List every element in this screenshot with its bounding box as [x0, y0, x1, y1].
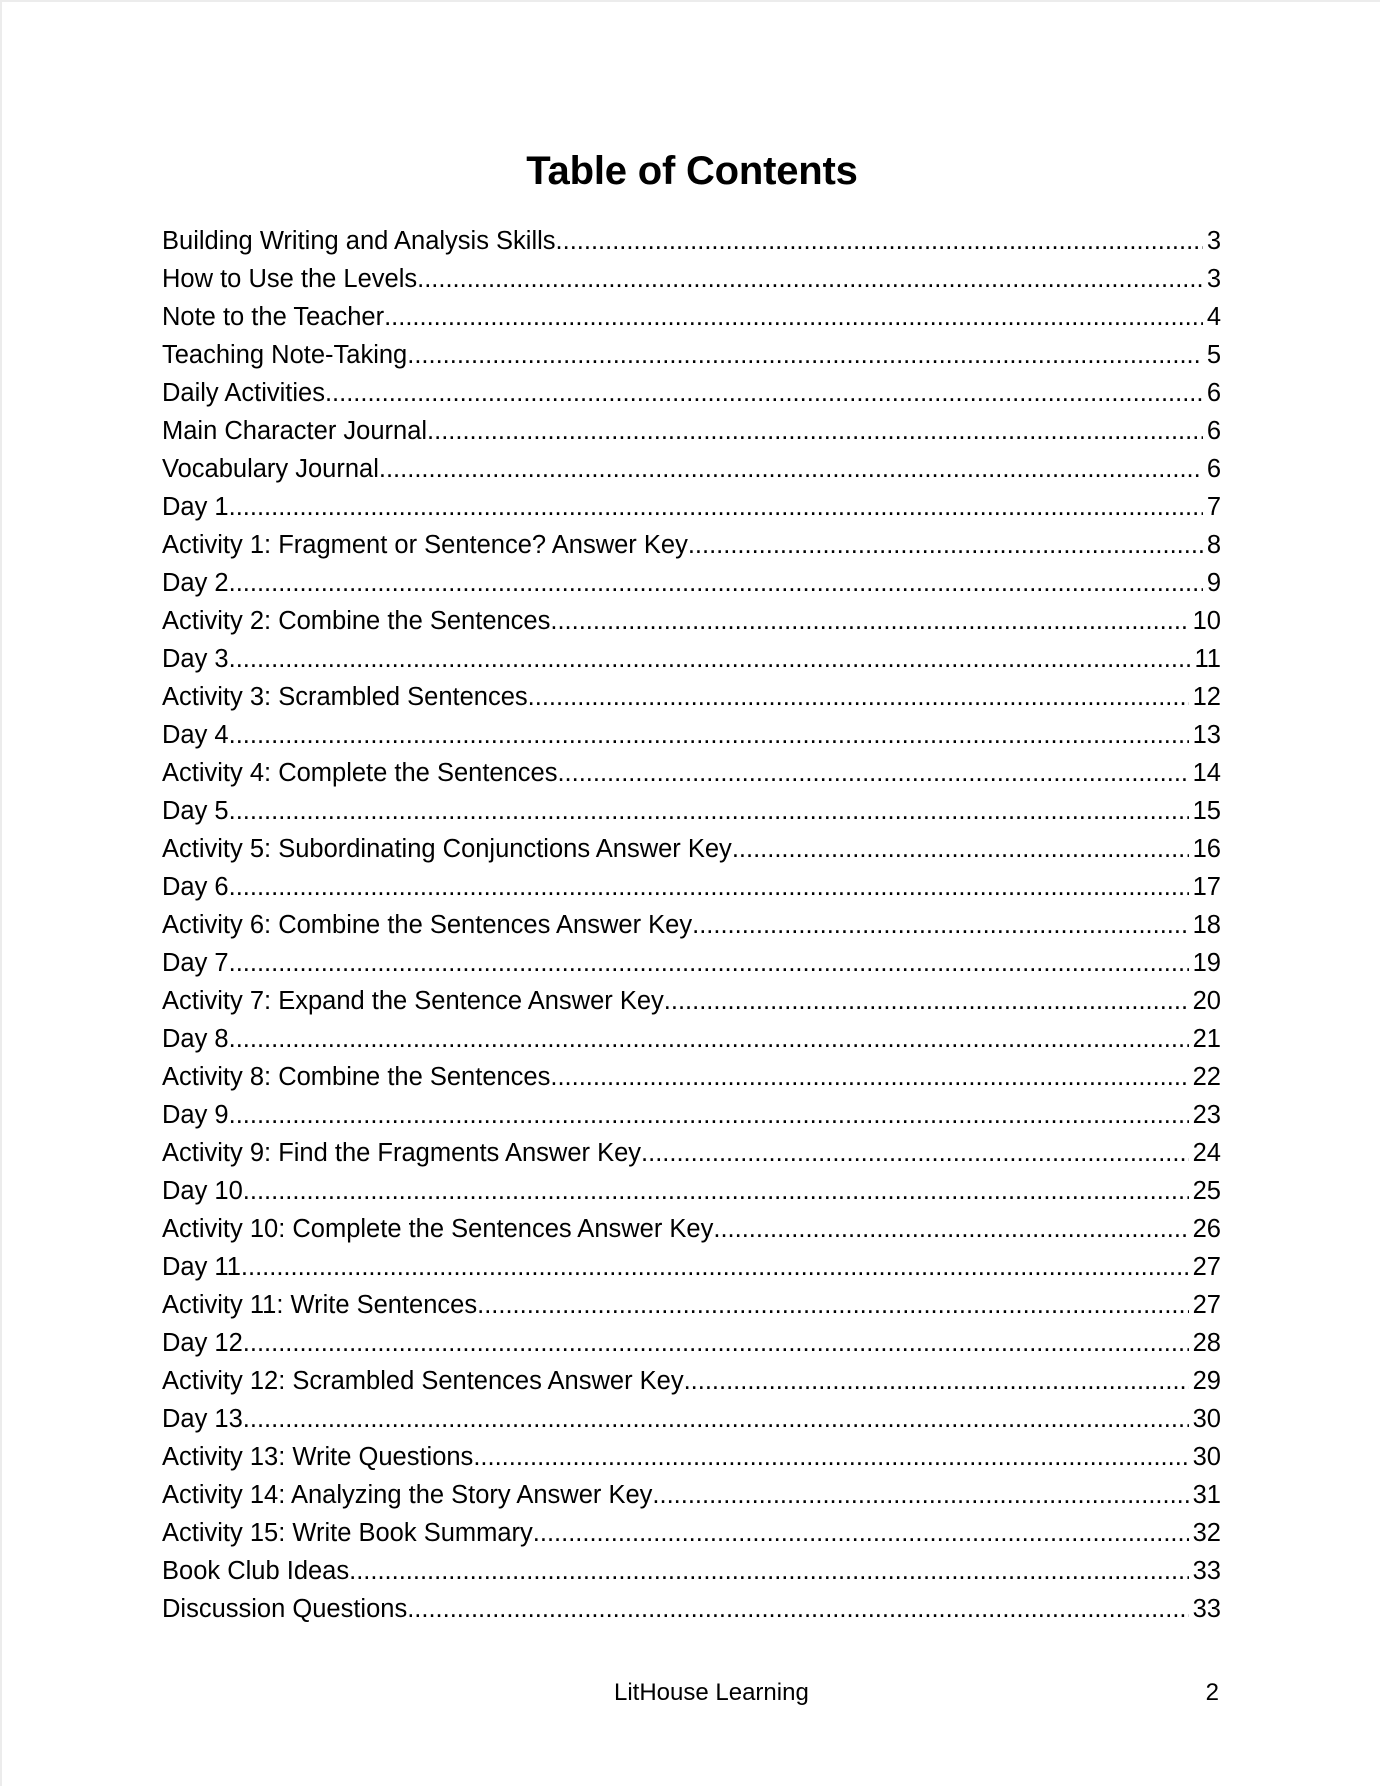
toc-entry-label: Activity 6: Combine the Sentences Answer Key	[162, 911, 693, 939]
toc-dot-leader	[229, 872, 1189, 902]
toc-entry[interactable]	[162, 454, 1221, 492]
toc-dot-leader	[243, 1328, 1189, 1358]
toc-dot-leader	[229, 720, 1189, 750]
toc-entry[interactable]	[162, 1404, 1221, 1442]
toc-dot-leader	[229, 568, 1203, 598]
toc-entry-label: Teaching Note-Taking	[162, 341, 408, 369]
toc-dot-leader	[243, 1404, 1189, 1434]
toc-entry-label: Day 7	[162, 949, 229, 977]
toc-entry[interactable]	[162, 1366, 1221, 1404]
toc-dot-leader	[688, 530, 1203, 560]
toc-entry-label: Building Writing and Analysis Skills	[162, 227, 556, 255]
toc-dot-leader	[229, 948, 1189, 978]
toc-entry-label: Activity 3: Scrambled Sentences	[162, 683, 528, 711]
toc-entry[interactable]	[162, 1138, 1221, 1176]
toc-entry-label: Day 13	[162, 1405, 243, 1433]
toc-dot-leader	[384, 302, 1203, 332]
toc-dot-leader	[713, 1214, 1188, 1244]
toc-entry-label: Activity 10: Complete the Sentences Answer Key	[162, 1215, 714, 1243]
toc-entry[interactable]	[162, 264, 1221, 302]
toc-entry[interactable]	[162, 948, 1221, 986]
toc-dot-leader	[407, 340, 1203, 370]
footer-publisher: LitHouse Learning	[614, 1679, 809, 1706]
toc-entry[interactable]	[162, 682, 1221, 720]
toc-entry-page-number: 6	[1206, 455, 1221, 483]
toc-entry-label: How to Use the Levels	[162, 265, 418, 293]
toc-entry-page-number: 11	[1194, 645, 1221, 673]
toc-dot-leader	[379, 454, 1203, 484]
toc-entry-label: Note to the Teacher	[162, 303, 385, 331]
toc-entry-label: Activity 5: Subordinating Conjunctions Answer Key	[162, 835, 732, 863]
toc-entry[interactable]	[162, 1480, 1221, 1518]
toc-dot-leader	[732, 834, 1189, 864]
toc-entry-page-number: 24	[1192, 1139, 1221, 1167]
toc-entry-page-number: 5	[1206, 341, 1221, 369]
toc-entry[interactable]	[162, 1100, 1221, 1138]
toc-entry-label: Day 3	[162, 645, 229, 673]
toc-entry-page-number: 14	[1192, 759, 1221, 787]
toc-dot-leader	[349, 1556, 1189, 1586]
toc-entry-page-number: 32	[1192, 1519, 1221, 1547]
toc-entry-page-number: 22	[1192, 1063, 1221, 1091]
toc-entry-label: Day 5	[162, 797, 229, 825]
toc-entry-label: Day 4	[162, 721, 229, 749]
toc-entry-label: Activity 2: Combine the Sentences	[162, 607, 551, 635]
toc-entry[interactable]	[162, 1328, 1221, 1366]
toc-entry-page-number: 27	[1192, 1291, 1221, 1319]
toc-dot-leader	[229, 796, 1189, 826]
toc-entry[interactable]	[162, 834, 1221, 872]
toc-entry-page-number: 16	[1192, 835, 1221, 863]
toc-dot-leader	[550, 606, 1188, 636]
page-title: Table of Contents	[526, 148, 858, 193]
footer-page-number: 2	[1205, 1679, 1219, 1706]
toc-entry-label: Activity 4: Complete the Sentences	[162, 759, 558, 787]
toc-entry-page-number: 6	[1206, 417, 1221, 445]
toc-entry-label: Activity 12: Scrambled Sentences Answer Key	[162, 1367, 684, 1395]
toc-entry[interactable]	[162, 302, 1221, 340]
toc-dot-leader	[325, 378, 1203, 408]
toc-entry-label: Activity 9: Find the Fragments Answer Key	[162, 1139, 642, 1167]
toc-entry-page-number: 23	[1192, 1101, 1221, 1129]
toc-entry-label: Day 1	[162, 493, 229, 521]
toc-entry[interactable]	[162, 1556, 1221, 1594]
toc-entry[interactable]	[162, 1214, 1221, 1252]
toc-dot-leader	[473, 1442, 1188, 1472]
toc-dot-leader	[241, 1252, 1189, 1282]
toc-dot-leader	[229, 1024, 1189, 1054]
toc-entry-page-number: 3	[1206, 227, 1221, 255]
toc-entry-page-number: 31	[1192, 1481, 1221, 1509]
toc-entry-page-number: 33	[1192, 1595, 1221, 1623]
toc-dot-leader	[550, 1062, 1188, 1092]
toc-entry[interactable]	[162, 1518, 1221, 1556]
toc-entry[interactable]	[162, 340, 1221, 378]
toc-dot-leader	[556, 226, 1203, 256]
toc-entry-label: Activity 7: Expand the Sentence Answer Key	[162, 987, 664, 1015]
toc-entry[interactable]	[162, 644, 1221, 682]
toc-entry-label: Day 11	[162, 1253, 241, 1281]
toc-entry[interactable]	[162, 378, 1221, 416]
toc-dot-leader	[684, 1366, 1189, 1396]
toc-entry-page-number: 33	[1192, 1557, 1221, 1585]
toc-dot-leader	[229, 1100, 1189, 1130]
toc-entry-page-number: 26	[1192, 1215, 1221, 1243]
toc-entry-label: Vocabulary Journal	[162, 455, 379, 483]
toc-entry[interactable]	[162, 492, 1221, 530]
toc-entry-label: Day 10	[162, 1177, 243, 1205]
toc-entry-label: Book Club Ideas	[162, 1557, 350, 1585]
toc-entry-page-number: 13	[1192, 721, 1221, 749]
toc-entry-label: Day 6	[162, 873, 229, 901]
toc-dot-leader	[528, 682, 1189, 712]
toc-entry-label: Discussion Questions	[162, 1595, 408, 1623]
toc-entry-page-number: 10	[1192, 607, 1221, 635]
toc-dot-leader	[427, 416, 1203, 446]
toc-dot-leader	[229, 644, 1191, 674]
toc-entry-page-number: 25	[1192, 1177, 1221, 1205]
toc-entry[interactable]	[162, 720, 1221, 758]
toc-entry[interactable]	[162, 872, 1221, 910]
toc-entry[interactable]	[162, 1594, 1221, 1632]
toc-entry-label: Activity 8: Combine the Sentences	[162, 1063, 551, 1091]
toc-entry-page-number: 28	[1192, 1329, 1221, 1357]
toc-entry[interactable]	[162, 1442, 1221, 1480]
toc-dot-leader	[652, 1480, 1188, 1510]
toc-entry[interactable]	[162, 910, 1221, 948]
toc-entry-label: Activity 13: Write Questions	[162, 1443, 474, 1471]
toc-dot-leader	[407, 1594, 1188, 1624]
toc-entry[interactable]	[162, 1024, 1221, 1062]
toc-entry-label: Daily Activities	[162, 379, 325, 407]
toc-entry-page-number: 7	[1206, 493, 1221, 521]
toc-entry-page-number: 29	[1192, 1367, 1221, 1395]
toc-entry-label: Day 9	[162, 1101, 229, 1129]
toc-entry[interactable]	[162, 796, 1221, 834]
toc-dot-leader	[229, 492, 1203, 522]
toc-dot-leader	[533, 1518, 1189, 1548]
toc-entry-label: Activity 11: Write Sentences	[162, 1291, 478, 1319]
toc-entry[interactable]	[162, 226, 1221, 264]
toc-entry-page-number: 20	[1192, 987, 1221, 1015]
toc-entry-page-number: 8	[1206, 531, 1221, 559]
table-of-contents	[162, 226, 1221, 1632]
toc-dot-leader	[641, 1138, 1189, 1168]
toc-entry-label: Day 12	[162, 1329, 243, 1357]
toc-dot-leader	[243, 1176, 1189, 1206]
toc-entry-label: Activity 1: Fragment or Sentence? Answer Key	[162, 531, 688, 559]
toc-entry-page-number: 27	[1192, 1253, 1221, 1281]
toc-dot-leader	[664, 986, 1189, 1016]
toc-entry[interactable]	[162, 1252, 1221, 1290]
toc-entry[interactable]	[162, 530, 1221, 568]
toc-entry-label: Main Character Journal	[162, 417, 428, 445]
toc-entry-page-number: 4	[1206, 303, 1221, 331]
toc-entry[interactable]	[162, 1176, 1221, 1214]
toc-entry-page-number: 19	[1192, 949, 1221, 977]
toc-entry-page-number: 30	[1192, 1443, 1221, 1471]
toc-entry-label: Activity 15: Write Book Summary	[162, 1519, 533, 1547]
toc-entry-page-number: 15	[1192, 797, 1221, 825]
toc-entry-label: Activity 14: Analyzing the Story Answer Key	[162, 1481, 653, 1509]
toc-entry-page-number: 6	[1206, 379, 1221, 407]
toc-entry-page-number: 18	[1192, 911, 1221, 939]
toc-entry-page-number: 21	[1192, 1025, 1221, 1053]
toc-entry[interactable]	[162, 1062, 1221, 1100]
toc-entry[interactable]	[162, 568, 1221, 606]
toc-dot-leader	[477, 1290, 1189, 1320]
toc-entry-page-number: 17	[1192, 873, 1221, 901]
toc-entry-page-number: 12	[1192, 683, 1221, 711]
toc-dot-leader	[557, 758, 1188, 788]
toc-entry-label: Day 2	[162, 569, 229, 597]
toc-entry-label: Day 8	[162, 1025, 229, 1053]
toc-entry[interactable]	[162, 758, 1221, 796]
toc-entry[interactable]	[162, 606, 1221, 644]
toc-entry-page-number: 9	[1206, 569, 1221, 597]
toc-entry[interactable]	[162, 1290, 1221, 1328]
toc-entry[interactable]	[162, 986, 1221, 1024]
toc-entry-page-number: 3	[1206, 265, 1221, 293]
toc-dot-leader	[692, 910, 1189, 940]
toc-dot-leader	[417, 264, 1203, 294]
toc-entry[interactable]	[162, 416, 1221, 454]
toc-entry-page-number: 30	[1192, 1405, 1221, 1433]
